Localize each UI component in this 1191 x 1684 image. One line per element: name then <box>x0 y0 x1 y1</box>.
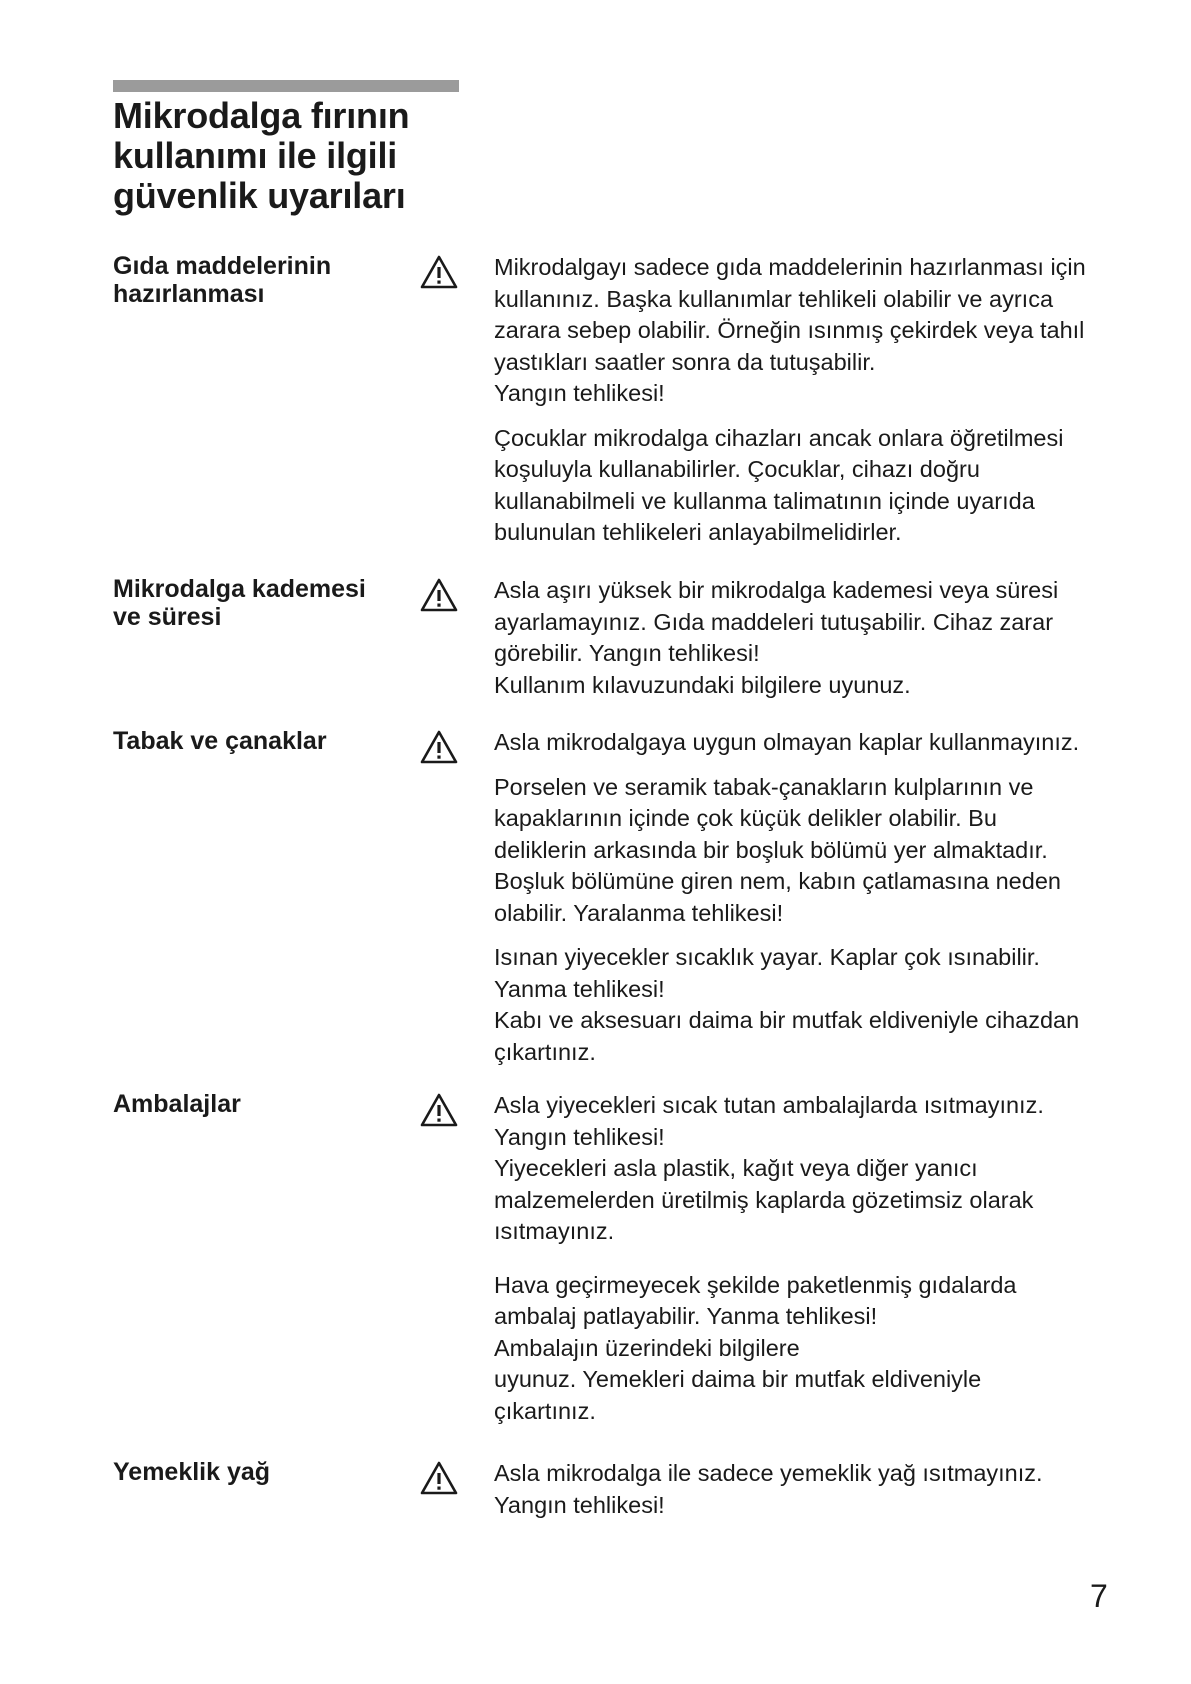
section-body <box>494 1458 1134 1534</box>
text-line: görebilir. Yangın tehlikesi! <box>494 640 760 666</box>
section-heading-line: Tabak ve çanaklar <box>113 727 327 755</box>
text-line: Yangın tehlikesi! <box>494 380 665 406</box>
text-line: ambalaj patlayabilir. Yanma tehlikesi! <box>494 1303 878 1329</box>
section-heading-line: Yemeklik yağ <box>113 1458 271 1486</box>
paragraph <box>494 252 1134 410</box>
text-line: kullanabilmeli ve kullanma talimatının içinde uyarıda <box>494 487 1035 514</box>
section-heading <box>113 1090 413 1118</box>
text-line: malzemelerden üretilmiş kaplarda gözetimsiz olarak <box>494 1186 1034 1213</box>
warning-triangle-icon <box>420 255 458 289</box>
paragraph <box>494 1270 1134 1428</box>
page-title-line: Mikrodalga fırının <box>113 95 410 136</box>
section-heading-line: ve süresi <box>113 603 222 631</box>
text-line: Kabı ve aksesuarı daima bir mutfak eldiveniyle cihazdan <box>494 1007 1080 1033</box>
paragraph <box>494 942 1134 1068</box>
warning-triangle-icon <box>420 578 458 612</box>
text-line: Yanma tehlikesi! <box>494 975 665 1002</box>
section-body <box>494 727 1134 1081</box>
text-line: çıkartınız. <box>494 1038 596 1065</box>
text-line: Asla mikrodalgaya uygun olmayan kaplar kullanmayınız. <box>494 729 1080 755</box>
paragraph <box>494 772 1134 930</box>
section-body <box>494 252 1134 562</box>
section-heading <box>113 727 413 755</box>
section-body <box>494 575 1134 714</box>
text-line: yastıkları saatler sonra da tutuşabilir. <box>494 348 876 375</box>
text-line: Yangın tehlikesi! <box>494 1123 665 1150</box>
paragraph <box>494 1090 1134 1248</box>
page-number: 7 <box>1090 1578 1108 1614</box>
text-line: Mikrodalgayı sadece gıda maddelerinin hazırlanması için <box>494 254 1086 280</box>
text-line: Hava geçirmeyecek şekilde paketlenmiş gıdalarda <box>494 1271 1017 1298</box>
text-line: koşuluyla kullanabilirler. Çocuklar, cihazı doğru <box>494 456 980 482</box>
section-body <box>494 1090 1134 1440</box>
text-line: Yiyecekleri asla plastik, kağıt veya diğer yanıcı <box>494 1155 978 1181</box>
text-line: Yangın tehlikesi! <box>494 1491 665 1518</box>
section-heading <box>113 575 413 631</box>
section-title-rule <box>113 80 459 92</box>
text-line: kullanınız. Başka kullanımlar tehlikeli olabilir ve ayrıca <box>494 285 1054 312</box>
section-heading-line: hazırlanması <box>113 280 265 308</box>
text-line: ısıtmayınız. <box>494 1218 615 1244</box>
text-line: çıkartınız. <box>494 1397 596 1424</box>
paragraph <box>494 727 1134 759</box>
page-title-line: kullanımı ile ilgili <box>113 135 398 176</box>
section-heading-line: Gıda maddelerinin <box>113 252 332 280</box>
text-line: Kullanım kılavuzundaki bilgilere uyunuz. <box>494 671 911 698</box>
text-line: Asla yiyecekleri sıcak tutan ambalajlarda ısıtmayınız. <box>494 1092 1044 1118</box>
text-line: deliklerin arkasında bir boşluk bölümü yer almaktadır. <box>494 836 1048 863</box>
text-line: Porselen ve seramik tabak-çanakların kulplarının ve <box>494 773 1034 800</box>
text-line: bulunulan tehlikeleri anlayabilmelidirler. <box>494 519 902 545</box>
text-line: uyunuz. Yemekleri daima bir mutfak eldiveniyle <box>494 1366 982 1392</box>
text-line: kapaklarının içinde çok küçük delikler olabilir. Bu <box>494 805 997 831</box>
paragraph <box>494 1458 1134 1521</box>
text-line: Boşluk bölümüne giren nem, kabın çatlamasına neden <box>494 868 1061 894</box>
warning-triangle-icon <box>420 730 458 764</box>
text-line: Asla mikrodalga ile sadece yemeklik yağ ısıtmayınız. <box>494 1460 1043 1486</box>
text-line: Isınan yiyecekler sıcaklık yayar. Kaplar çok ısınabilir. <box>494 944 1040 970</box>
warning-triangle-icon <box>420 1093 458 1127</box>
paragraph <box>494 423 1134 549</box>
section-heading <box>113 1458 413 1486</box>
section-heading-line: Mikrodalga kademesi <box>113 575 366 603</box>
text-line: Ambalajın üzerindeki bilgilere <box>494 1334 800 1361</box>
section-heading-line: Ambalajlar <box>113 1090 241 1118</box>
warning-triangle-icon <box>420 1461 458 1495</box>
section-heading <box>113 252 413 308</box>
page-title-line: güvenlik uyarıları <box>113 175 406 216</box>
text-line: zarara sebep olabilir. Örneğin ısınmış çekirdek veya tahıl <box>494 317 1085 343</box>
page-title <box>113 96 493 216</box>
text-line: Asla aşırı yüksek bir mikrodalga kademesi veya süresi <box>494 577 1059 603</box>
text-line: ayarlamayınız. Gıda maddeleri tutuşabilir. Cihaz zarar <box>494 608 1054 635</box>
text-line: Çocuklar mikrodalga cihazları ancak onlara öğretilmesi <box>494 424 1064 451</box>
paragraph <box>494 575 1134 701</box>
text-line: olabilir. Yaralanma tehlikesi! <box>494 899 784 926</box>
